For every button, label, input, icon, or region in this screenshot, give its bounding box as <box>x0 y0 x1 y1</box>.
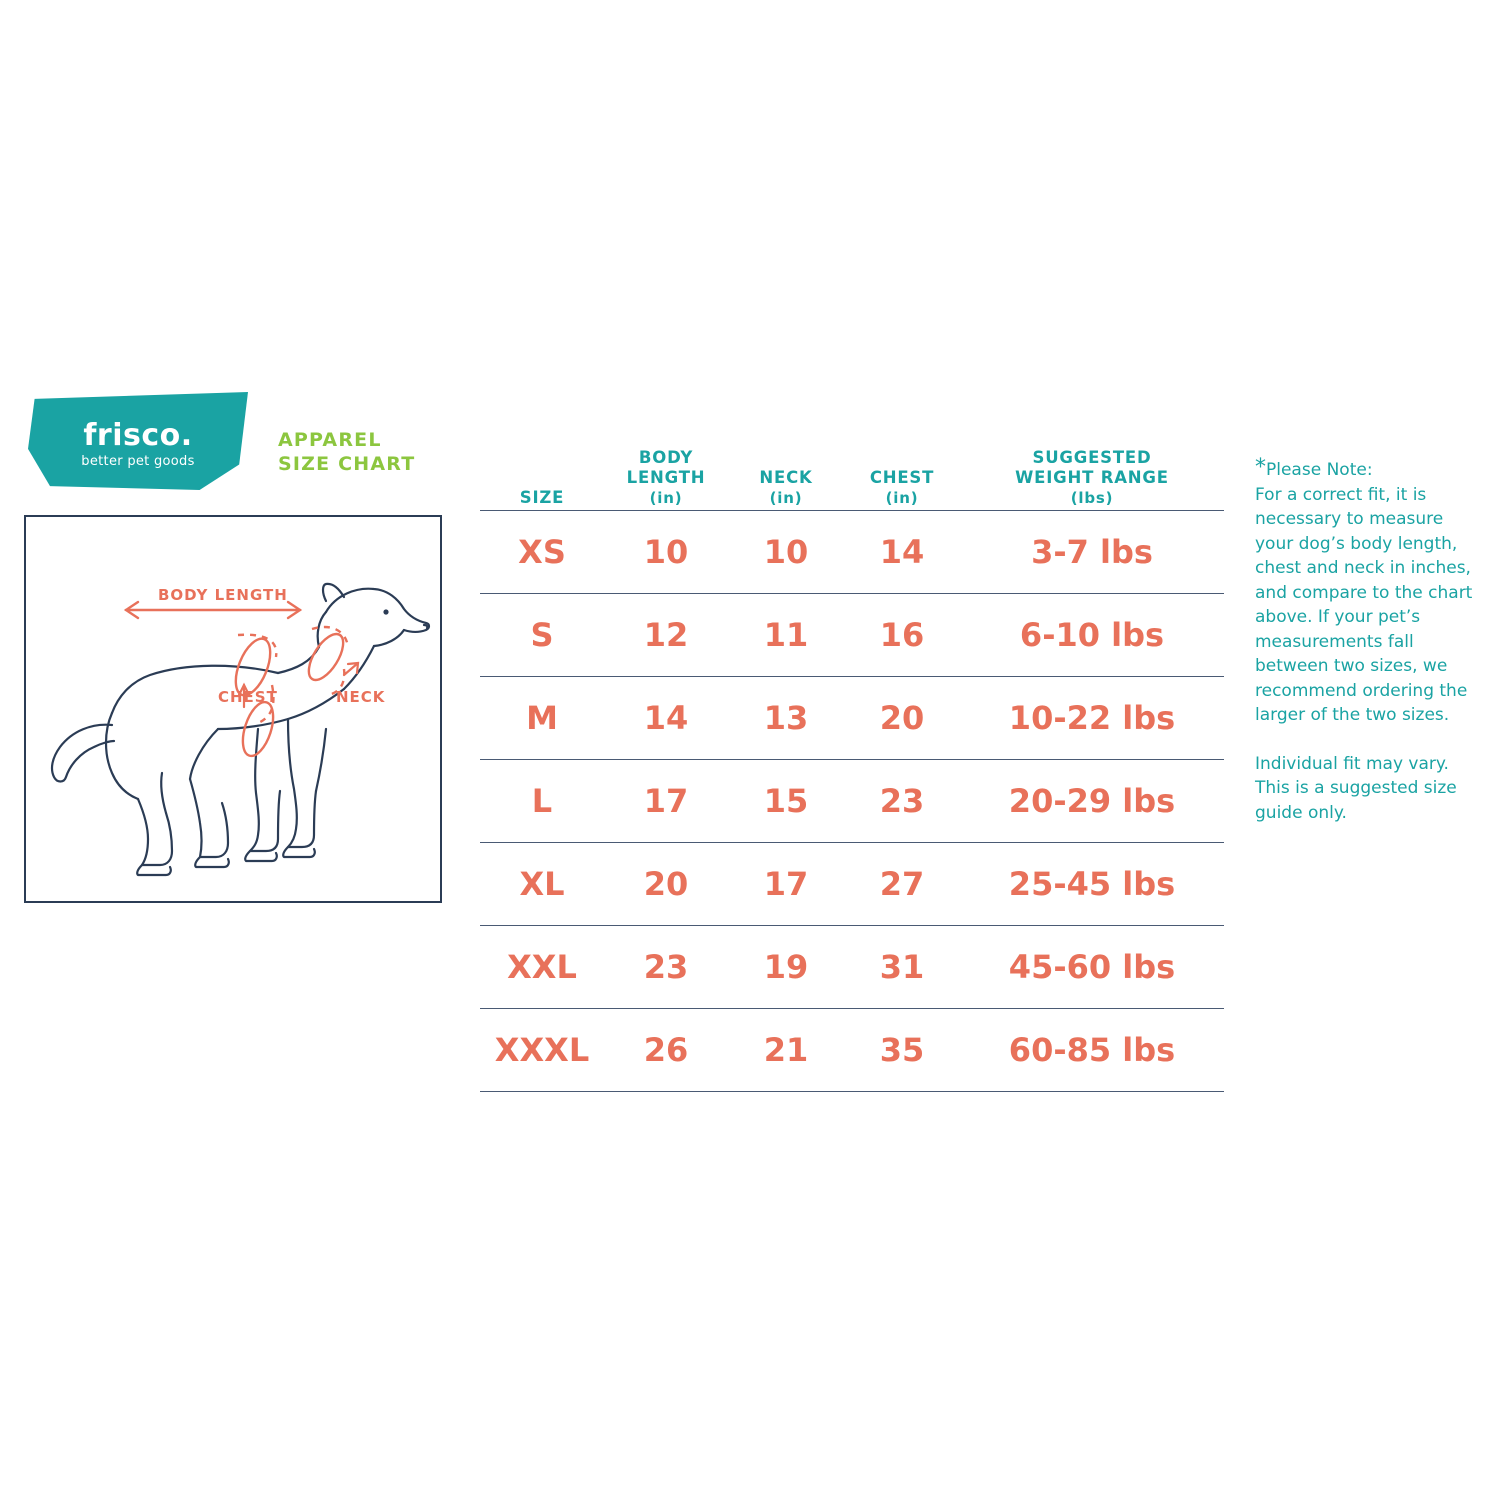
cell-body-length: 14 <box>643 699 689 737</box>
table-row <box>480 510 1224 593</box>
note-heading: Please Note: <box>1266 460 1373 480</box>
cell-weight: 45-60 lbs <box>1008 948 1176 986</box>
header-size: SIZE <box>519 488 565 507</box>
cell-size: XXXL <box>494 1031 590 1069</box>
cell-chest: 20 <box>879 699 925 737</box>
page-title <box>278 428 415 476</box>
cell-neck: 15 <box>763 782 809 820</box>
cell-weight: 25-45 lbs <box>1008 865 1176 903</box>
cell-chest: 16 <box>879 616 925 654</box>
cell-body-length: 20 <box>643 865 689 903</box>
header-body-length-unit: (in) <box>649 489 683 507</box>
body-length-label: BODY LENGTH <box>158 586 288 604</box>
header-body-length <box>604 448 728 510</box>
dog-illustration-icon <box>26 517 440 901</box>
brand-tagline: better pet goods <box>81 454 195 469</box>
chest-label: CHEST <box>218 688 278 706</box>
cell-neck: 17 <box>763 865 809 903</box>
header-neck-unit: (in) <box>769 489 803 507</box>
cell-size: S <box>530 616 554 654</box>
table-row <box>480 842 1224 925</box>
header-neck <box>728 468 844 510</box>
cell-body-length: 12 <box>643 616 689 654</box>
header-body-length-l1: BODY <box>638 448 694 467</box>
cell-neck: 11 <box>763 616 809 654</box>
header-body-length-l2: LENGTH <box>626 468 706 487</box>
table-row <box>480 925 1224 1008</box>
header-chest-unit: (in) <box>885 489 919 507</box>
note-paragraph-1: For a correct fit, it is necessary to measure your dog’s body length, chest and neck in inches, and compare to the chart above. If your pet’s measurements fall between two sizes, we recommend ordering the larger of the two sizes. <box>1255 484 1473 725</box>
cell-chest: 23 <box>879 782 925 820</box>
table-header-row <box>480 428 1224 510</box>
cell-neck: 10 <box>763 533 809 571</box>
please-note-block <box>1255 455 1475 825</box>
header-chest <box>844 468 960 510</box>
header-weight-l1: SUGGESTED <box>1032 448 1152 467</box>
cell-chest: 14 <box>879 533 925 571</box>
cell-weight: 20-29 lbs <box>1008 782 1176 820</box>
cell-size: M <box>526 699 558 737</box>
cell-chest: 31 <box>879 948 925 986</box>
page-title-line2: SIZE CHART <box>278 453 416 475</box>
table-row <box>480 1008 1224 1092</box>
table-row <box>480 759 1224 842</box>
cell-size: XS <box>518 533 566 571</box>
cell-neck: 21 <box>763 1031 809 1069</box>
note-heading-line <box>1255 455 1475 483</box>
cell-chest: 35 <box>879 1031 925 1069</box>
cell-weight: 6-10 lbs <box>1019 616 1165 654</box>
cell-neck: 13 <box>763 699 809 737</box>
page-title-line1: APPAREL <box>278 429 382 451</box>
table-row <box>480 593 1224 676</box>
cell-body-length: 23 <box>643 948 689 986</box>
cell-body-length: 10 <box>643 533 689 571</box>
cell-size: XXL <box>507 948 577 986</box>
note-paragraph-2: Individual fit may vary. This is a suggested size guide only. <box>1255 753 1457 823</box>
dog-measurement-diagram <box>24 515 442 903</box>
neck-label: NECK <box>336 688 386 706</box>
cell-weight: 10-22 lbs <box>1008 699 1176 737</box>
header-chest-label: CHEST <box>869 468 935 487</box>
brand-logo <box>28 392 248 490</box>
header-weight-l2: WEIGHT RANGE <box>1015 468 1169 487</box>
cell-chest: 27 <box>879 865 925 903</box>
cell-body-length: 17 <box>643 782 689 820</box>
header-weight-unit: (lbs) <box>1070 489 1114 507</box>
cell-neck: 19 <box>763 948 809 986</box>
cell-body-length: 26 <box>643 1031 689 1069</box>
header-neck-label: NECK <box>759 468 813 487</box>
brand-name: frisco. <box>83 418 193 453</box>
cell-size: L <box>531 782 553 820</box>
header-weight-range <box>960 448 1224 510</box>
cell-size: XL <box>519 865 565 903</box>
cell-weight: 3-7 lbs <box>1031 533 1153 571</box>
note-spacer <box>1255 728 1475 752</box>
asterisk-icon: * <box>1255 455 1266 480</box>
size-chart-table <box>480 428 1224 1092</box>
table-row <box>480 676 1224 759</box>
cell-weight: 60-85 lbs <box>1008 1031 1176 1069</box>
